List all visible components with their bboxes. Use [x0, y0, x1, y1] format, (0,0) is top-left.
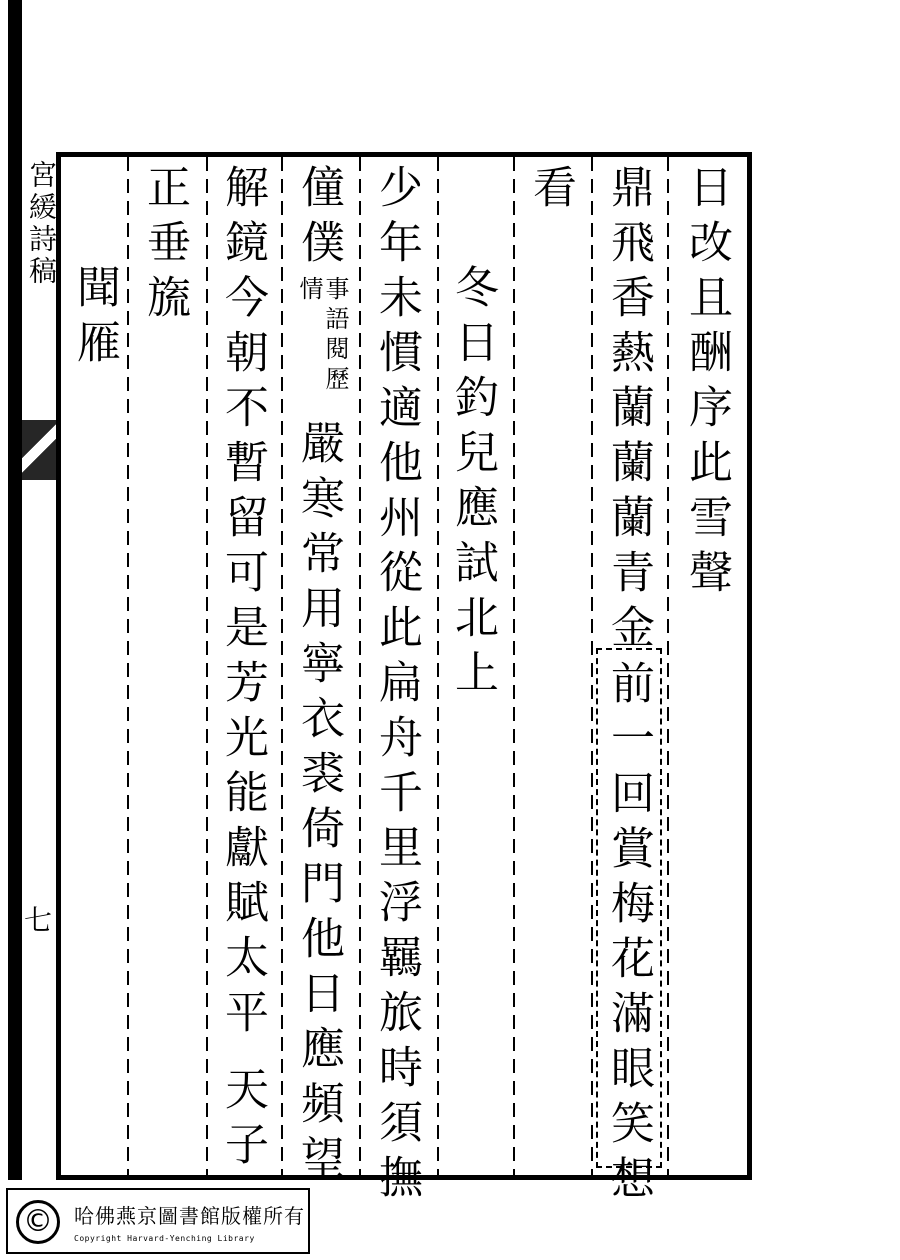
- copyright-english: Copyright Harvard-Yenching Library: [74, 1234, 255, 1243]
- annotation: 事語閱歷情: [295, 276, 349, 396]
- copyright-chinese: 哈佛燕京圖書館版權所有: [74, 1204, 305, 1228]
- text-column: 僮僕: [293, 164, 344, 274]
- text-column: 天子: [217, 1066, 268, 1176]
- text-column: 前一回賞梅花滿眼笑想: [603, 660, 654, 1210]
- fishtail-mark: [22, 420, 58, 480]
- column-rule: [513, 157, 515, 1175]
- quote-box: [596, 648, 662, 1168]
- column-rule: [359, 157, 361, 1175]
- column-rule: [591, 157, 593, 1175]
- text-column: 正垂旒: [139, 164, 190, 329]
- column-rule: [127, 157, 129, 1175]
- poem-title: 冬日釣兒應試北上: [447, 264, 498, 704]
- column-rule: [206, 157, 208, 1175]
- margin-title: 宮緩詩稿: [25, 160, 58, 288]
- folio-number: 七: [20, 905, 53, 933]
- book-spine: [8, 0, 22, 1180]
- text-column: 嚴寒常用寧衣裘倚門他日應頻望: [293, 420, 344, 1190]
- copyright-icon: ©: [16, 1200, 60, 1244]
- text-column: 日改且酬序此雪聲: [681, 164, 732, 604]
- text-column: 看: [525, 164, 576, 219]
- column-rule: [667, 157, 669, 1175]
- copyright-box: [6, 1188, 310, 1254]
- poem-title: 聞雁: [69, 264, 120, 374]
- column-rule: [437, 157, 439, 1175]
- column-rule: [281, 157, 283, 1175]
- text-column: 鼎飛香爇蘭蘭蘭青金: [603, 164, 654, 659]
- text-column: 解鏡今朝不暫留可是芳光能獻賦太平: [217, 164, 268, 1044]
- text-column: 少年未慣適他州從此扁舟千里浮羈旅時須撫: [371, 164, 422, 1209]
